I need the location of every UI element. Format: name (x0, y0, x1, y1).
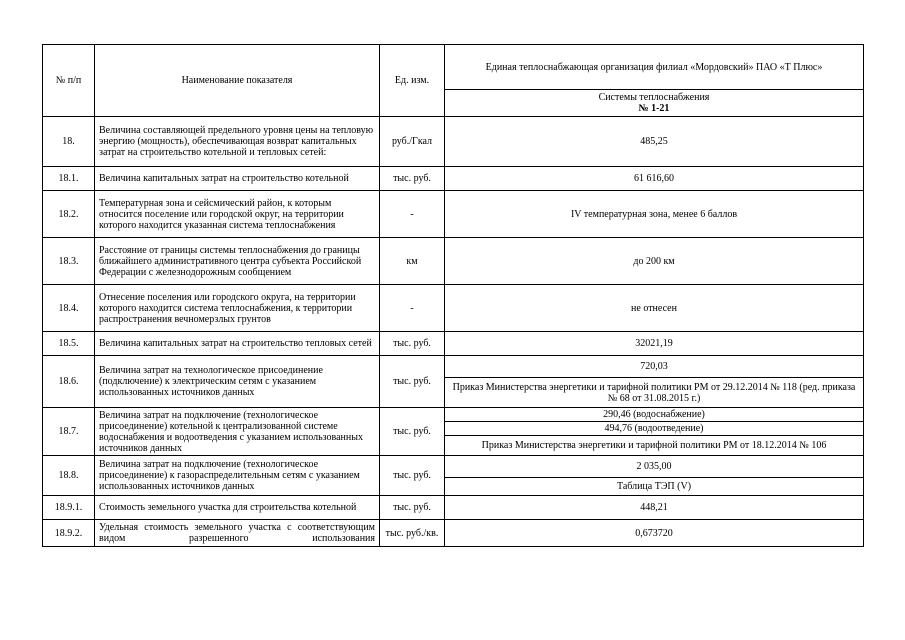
header-num: № п/п (43, 45, 95, 117)
row-value: не отнесен (445, 285, 864, 332)
row-num: 18.9.2. (43, 520, 95, 547)
row-value: 485,25 (445, 117, 864, 167)
table-row (43, 356, 864, 378)
table-row (43, 520, 864, 547)
row-value: до 200 км (445, 238, 864, 285)
header-name: Наименование показателя (95, 45, 380, 117)
row-unit: тыс. руб. (380, 496, 445, 520)
header-systems (445, 90, 864, 117)
table-row (43, 496, 864, 520)
row-source: Таблица ТЭП (V) (445, 478, 864, 496)
row-name: Расстояние от границы системы теплоснабжения до границы ближайшего административного центра субъекта Российской Федерации с железнодорожным сообщением (95, 238, 380, 285)
table-row (43, 167, 864, 191)
table-row (43, 332, 864, 356)
header-systems-label: Системы теплоснабжения (598, 92, 710, 103)
table-row (43, 285, 864, 332)
table-row (43, 408, 864, 422)
row-value-2: 494,76 (водоотведение) (445, 422, 864, 436)
row-num: 18.9.1. (43, 496, 95, 520)
table-row (43, 117, 864, 167)
row-name: Величина составляющей предельного уровня цены на тепловую энергию (мощность), обеспечивающая возврат капитальных затрат на строительство котельной и тепловых сетей: (95, 117, 380, 167)
row-unit: тыс. руб./кв. (380, 520, 445, 547)
row-unit: км (380, 238, 445, 285)
row-name: Величина капитальных затрат на строительство котельной (95, 167, 380, 191)
row-name: Стоимость земельного участка для строительства котельной (95, 496, 380, 520)
row-value: 32021,19 (445, 332, 864, 356)
row-num: 18.7. (43, 408, 95, 456)
row-value: 720,03 (445, 356, 864, 378)
table-row (43, 238, 864, 285)
row-num: 18.3. (43, 238, 95, 285)
row-num: 18.8. (43, 456, 95, 496)
row-num: 18.6. (43, 356, 95, 408)
row-value: 290,46 (водоснабжение) (445, 408, 864, 422)
row-unit: тыс. руб. (380, 167, 445, 191)
header-org: Единая теплоснабжающая организация филиал «Мордовский» ПАО «Т Плюс» (445, 45, 864, 90)
row-unit: тыс. руб. (380, 332, 445, 356)
row-num: 18.5. (43, 332, 95, 356)
row-unit: тыс. руб. (380, 356, 445, 408)
row-value: 2 035,00 (445, 456, 864, 478)
row-value: 61 616,60 (445, 167, 864, 191)
row-unit: - (380, 285, 445, 332)
row-num: 18. (43, 117, 95, 167)
row-name: Отнесение поселения или городского округа, на территории которого находится система теплоснабжения, к территории распространения вечномерзлых грунтов (95, 285, 380, 332)
row-source: Приказ Министерства энергетики и тарифной политики РМ от 29.12.2014 № 118 (ред. приказа № 68 от 31.08.2015 г.) (445, 378, 864, 408)
row-value: 448,21 (445, 496, 864, 520)
row-name: Величина затрат на подключение (технологическое присоединение) котельной к централизованной системе водоснабжения и водоотведения с указанием использованных источников данных (95, 408, 380, 456)
header-unit: Ед. изм. (380, 45, 445, 117)
row-num: 18.1. (43, 167, 95, 191)
row-num: 18.4. (43, 285, 95, 332)
indicator-table (42, 44, 864, 547)
table-row (43, 191, 864, 238)
row-unit: - (380, 191, 445, 238)
row-name: Величина затрат на подключение (технологическое присоединение) к газораспределительным сетям с указанием использованных источников данных (95, 456, 380, 496)
row-name: Удельная стоимость земельного участка с соответствующим видом разрешенного использования (95, 520, 380, 547)
row-value: 0,673720 (445, 520, 864, 547)
row-source: Приказ Министерства энергетики и тарифной политики РМ от 18.12.2014 № 106 (445, 436, 864, 456)
row-name: Величина затрат на технологическое присоединение (подключение) к электрическим сетям с указанием использованных источников данных (95, 356, 380, 408)
header-systems-range: № 1-21 (638, 103, 670, 114)
table-row (43, 456, 864, 478)
row-name: Величина капитальных затрат на строительство тепловых сетей (95, 332, 380, 356)
row-value: IV температурная зона, менее 6 баллов (445, 191, 864, 238)
row-unit: руб./Гкал (380, 117, 445, 167)
row-num: 18.2. (43, 191, 95, 238)
row-unit: тыс. руб. (380, 456, 445, 496)
row-unit: тыс. руб. (380, 408, 445, 456)
row-name: Температурная зона и сейсмический район, к которым относится поселение или городской округ, на территории которого находится указанная система теплоснабжения (95, 191, 380, 238)
